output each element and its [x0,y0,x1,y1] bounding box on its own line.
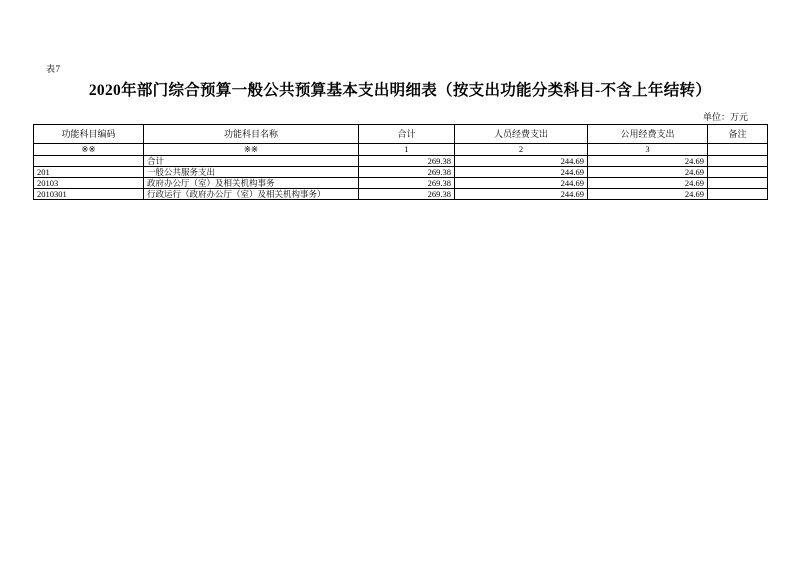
cell-code: 201 [34,167,144,178]
number-cell-total: 1 [359,144,455,156]
cell-staff-expense: 244.69 [455,178,588,189]
cell-name: 合计 [144,156,359,167]
cell-code [34,156,144,167]
sheet-label: 表7 [46,64,61,74]
cell-note [708,178,768,189]
cell-total: 269.38 [359,178,455,189]
table-row [34,167,768,178]
cell-note [708,156,768,167]
number-cell-public: 3 [588,144,708,156]
table-header [34,125,768,144]
number-cell-note [708,144,768,156]
table-body [34,144,768,200]
unit-note: 单位：万元 [702,112,748,122]
cell-public-expense: 24.69 [588,167,708,178]
number-cell-staff: 2 [455,144,588,156]
cell-total: 269.38 [359,156,455,167]
number-cell-name: ※※ [144,144,359,156]
column-header-total: 合计 [359,125,455,144]
page-title: 2020年部门综合预算一般公共预算基本支出明细表（按支出功能分类科目-不含上年结转） [88,82,712,99]
number-cell-code: ※※ [34,144,144,156]
column-header-public-expense: 公用经费支出 [588,125,708,144]
cell-total: 269.38 [359,167,455,178]
cell-public-expense: 24.69 [588,156,708,167]
table-row [34,189,768,200]
cell-public-expense: 24.69 [588,178,708,189]
cell-staff-expense: 244.69 [455,167,588,178]
cell-total: 269.38 [359,189,455,200]
budget-table [33,124,768,200]
cell-name: 政府办公厅（室）及相关机构事务 [144,178,359,189]
cell-name: 行政运行（政府办公厅（室）及相关机构事务） [144,189,359,200]
column-header-code: 功能科目编码 [34,125,144,144]
column-header-staff-expense: 人员经费支出 [455,125,588,144]
cell-note [708,189,768,200]
cell-code: 20103 [34,178,144,189]
header-row [34,125,768,144]
cell-note [708,167,768,178]
column-header-note: 备注 [708,125,768,144]
column-header-name: 功能科目名称 [144,125,359,144]
column-number-row [34,144,768,156]
cell-code: 2010301 [34,189,144,200]
cell-staff-expense: 244.69 [455,156,588,167]
cell-staff-expense: 244.69 [455,189,588,200]
cell-name: 一般公共服务支出 [144,167,359,178]
table-row [34,156,768,167]
cell-public-expense: 24.69 [588,189,708,200]
table-row [34,178,768,189]
